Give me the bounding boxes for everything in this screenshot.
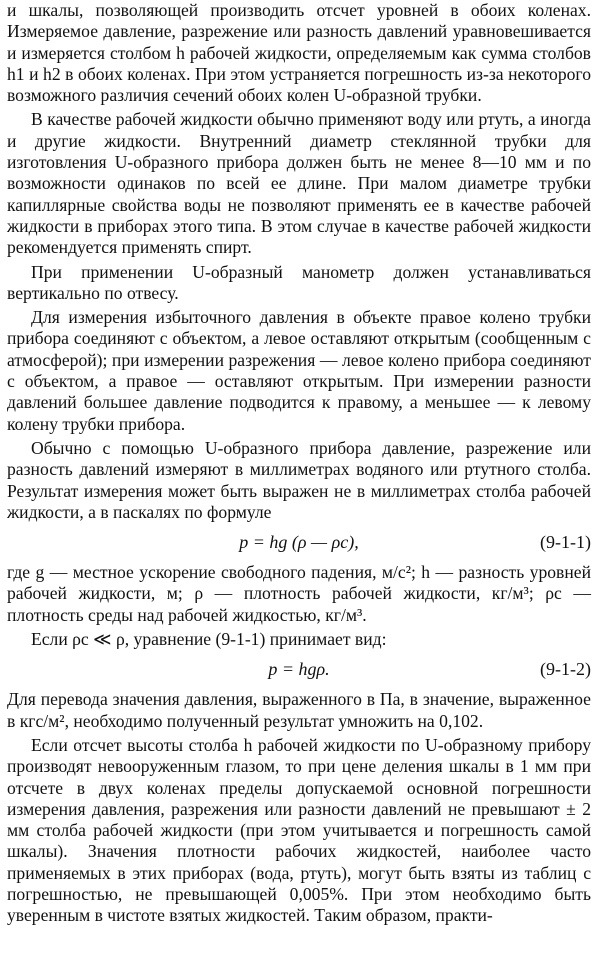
paragraph-9: Если отсчет высоты столба h рабочей жидкости по U-образному прибору производят невооруженным глазом, то при цене деления шкалы в 1 мм при отсчете в двух коленах пределы допускаемой основной погрешности измерения давления, разрежения или разности давлений не превышают ± 2 мм столба рабочей жидкости (при этом учитывается и погрешность самой шкалы). Значения плотности рабочих жидкостей, наиболее часто применяемых в этих приборах (вода, ртуть), могут быть взяты из таблиц с погрешностью, не превышающей 0,005%. При этом необходимо быть уверенным в чистоте взятых жидкостей. Таким образом, практи- bbox=[7, 734, 591, 926]
paragraph-8: Для перевода значения давления, выраженного в Па, в значение, выраженное в кгс/м², необходимо полученный результат умножить на 0,102. bbox=[7, 689, 591, 731]
paragraph-6: где g — местное ускорение свободного падения, м/с²; h — разность уровней рабочей жидкости, м; ρ — плотность рабочей жидкости, кг/м³; ρс — плотность среды над рабочей жидкостью, кг/м³. bbox=[7, 562, 591, 625]
paragraph-7: Если ρс ≪ ρ, уравнение (9-1-1) принимает вид: bbox=[31, 629, 387, 650]
paragraph-1: и шкалы, позволяющей производить отсчет уровней в обоих коленах. Измеряемое давление, разрежение или разность давлений уравновешивается и измеряется столбом h рабочей жидкости, определяемым как сумма столбов h1 и h2 в обоих коленах. При этом устраняется погрешность из-за некоторого возможного различия сечений обоих колен U-образной трубки. bbox=[7, 0, 591, 106]
formula-expression: p = hg (ρ — ρс), bbox=[239, 532, 359, 553]
paragraph-2: В качестве рабочей жидкости обычно применяют воду или ртуть, а иногда и другие жидкости. Внутренний диаметр стеклянной трубки для изготовления U-образного прибора должен быть не менее 8—10 мм и по возможности одинаков по всей ее длине. При малом диаметре трубки капиллярные свойства воды не позволяют применять ее в качестве рабочей жидкости в приборах этого типа. В этом случае в качестве рабочей жидкости рекомендуется применять спирт. bbox=[7, 109, 591, 258]
formula-expression: p = hgρ. bbox=[268, 659, 330, 680]
paragraph-5: Обычно с помощью U-образного прибора давление, разрежение или разность давлений измеряют в миллиметрах водяного или ртутного столба. Результат измерения может быть выражен не в миллиметрах столба рабочей жидкости, а в паскалях по формуле bbox=[7, 437, 591, 522]
formula-number: (9-1-2) bbox=[540, 659, 591, 680]
formula-9-1-1 bbox=[7, 530, 591, 554]
document-page bbox=[7, 0, 591, 927]
paragraph-3: При применении U-образный манометр должен устанавливаться вертикально по отвесу. bbox=[7, 261, 591, 303]
formula-number: (9-1-1) bbox=[540, 532, 591, 553]
formula-9-1-2 bbox=[7, 657, 591, 681]
paragraph-4: Для измерения избыточного давления в объекте правое колено трубки прибора соединяют с объектом, а левое оставляют открытым (сообщенным с атмосферой); при измерении разрежения — левое колено прибора соединяют с объектом, а правое — оставляют открытым. При измерении разности давлений большее давление подводится к правому, а меньшее — к левому колену трубки прибора. bbox=[7, 307, 591, 434]
